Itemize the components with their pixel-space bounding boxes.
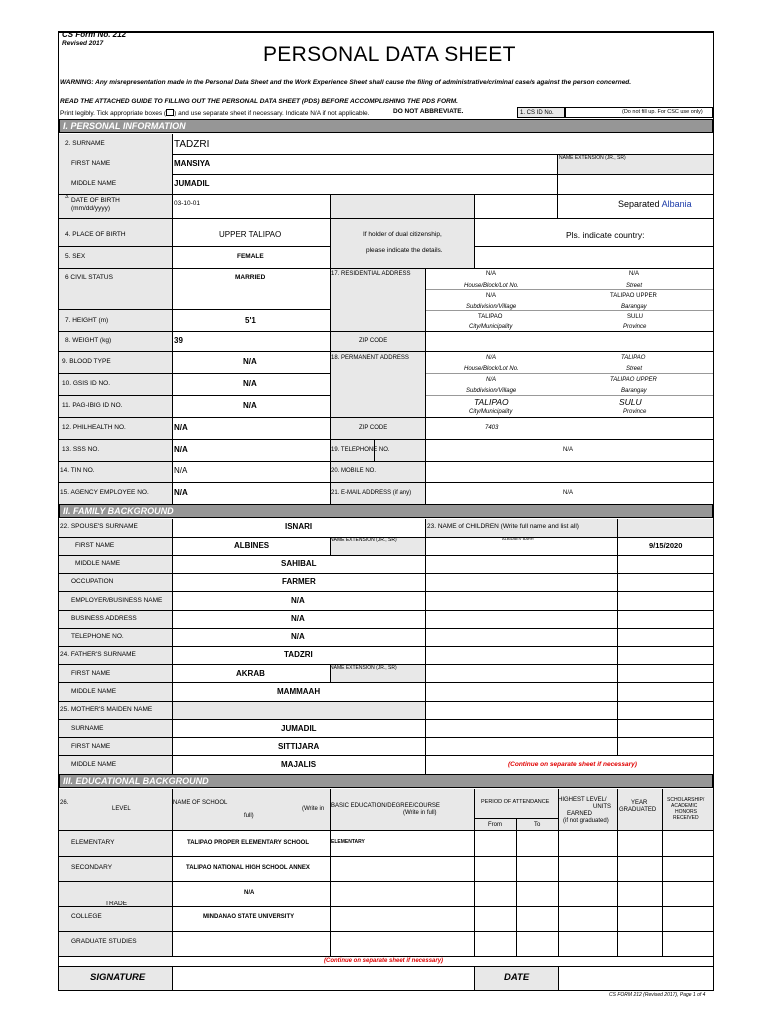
perm-barangay-caption: Barangay [621,388,647,394]
edu-level-trade: TRADE [105,901,128,905]
height-value[interactable]: 5'1 [245,316,256,325]
father-surname-label: 24. FATHER'S SURNAME [60,651,136,658]
highest-header-b: UNITS [593,804,611,810]
spouse-surname-label: 22. SPOUSE'S SURNAME [60,523,138,530]
first-name-label: FIRST NAME [71,160,111,167]
section-personal-bar: I. PERSONAL INFORMATION [59,119,713,133]
citizenship-gray-1 [330,194,474,218]
sex-label: 5. SEX [65,253,86,260]
surname-label: 2. SURNAME [65,140,105,147]
res-city-value[interactable]: TALIPAO [478,314,503,320]
spouse-middle-label: MIDDLE NAME [75,560,121,567]
edu-school-vocational[interactable]: N/A [244,890,255,896]
father-surname-value[interactable]: TADZRI [284,650,313,659]
res-province-caption: Province [623,324,647,330]
blood-type-value[interactable]: N/A [243,357,257,366]
father-ext-label: NAME EXTENSION (JR., SR) [330,665,397,671]
res-zip-label: ZIP CODE [359,338,388,344]
read-guide-text: READ THE ATTACHED GUIDE TO FILLING OUT THE PERSONAL DATA SHEET (PDS) BEFORE ACCOMPLISHING THE PDS FORM. [60,98,458,105]
pagibig-value[interactable]: N/A [243,401,257,410]
father-first-label: FIRST NAME [71,670,111,677]
business-address-value[interactable]: N/A [291,614,305,623]
tin-value[interactable]: N/A [174,466,188,475]
highest-header-a: HIGHEST LEVEL/ [558,797,607,803]
spouse-first-label: FIRST NAME [75,542,115,549]
child-dob-value[interactable]: 9/15/2020 [649,541,683,550]
father-first-value[interactable]: AKRAB [236,669,265,678]
mother-surname-value[interactable]: JUMADIL [281,724,317,733]
perm-barangay-value[interactable]: TALIPAO UPPER [610,377,657,383]
education-continue-note: (Continue on separate sheet if necessary) [324,958,444,964]
spouse-ext-label: NAME EXTENSION (JR., SR) [330,537,397,543]
perm-street-value[interactable]: TALIPAO [621,355,646,361]
permanent-label: 18. PERMANENT ADDRESS [331,355,409,361]
spouse-middle-value[interactable]: SAHIBAL [281,559,317,568]
dual-note-1: If holder of dual citizenship, [363,231,442,238]
agency-label: 15. AGENCY EMPLOYEE NO. [60,489,149,496]
occupation-value[interactable]: FARMER [282,577,316,586]
surname-value[interactable]: TADZRI [174,139,210,150]
education-number: 26. [60,800,69,806]
date-field[interactable] [559,967,713,990]
scholar-header-a: SCHOLARSHIP/ [667,797,705,803]
res-barangay-caption: Barangay [621,304,647,310]
weight-label: 8. WEIGHT (kg) [65,337,112,344]
from-header: From [488,822,502,828]
business-address-label: BUSINESS ADDRESS [71,615,137,622]
philhealth-label: 12. PHILHEALTH NO. [62,424,126,431]
page-footer-note: CS FORM 212 (Revised 2017), Page 1 of 4 [609,992,706,998]
child-name-cut: ALBIDBEV BARR [502,536,534,541]
edu-school-elementary[interactable]: TALIPAO PROPER ELEMENTARY SCHOOL [187,840,310,846]
philhealth-value[interactable]: N/A [174,423,188,432]
course-header-b: (Write in full) [403,810,437,816]
mother-middle-label: MIDDLE NAME [71,761,117,768]
perm-city-value[interactable]: TALIPAO [474,397,509,407]
pob-value[interactable]: UPPER TALIPAO [219,230,282,239]
scholar-header-b: ACADEMIC [671,803,698,809]
gsis-value[interactable]: N/A [243,379,257,388]
spouse-surname-value[interactable]: ISNARI [285,522,313,531]
residential-label: 17. RESIDENTIAL ADDRESS [331,271,411,277]
weight-value[interactable]: 39 [174,336,183,345]
indicate-country-label: Pls. indicate country: [566,230,645,240]
first-name-value[interactable]: MANSIYA [174,159,211,168]
school-header-c: full) [244,813,254,819]
level-header: LEVEL [112,806,131,812]
middle-name-value[interactable]: JUMADIL [174,179,210,188]
mother-surname-label: SURNAME [71,725,104,732]
father-middle-label: MIDDLE NAME [71,688,117,695]
agency-value[interactable]: N/A [174,488,188,497]
edu-level-secondary: SECONDARY [71,864,113,871]
course-header-a: BASIC EDUCATION/DEGREE/COURSE [331,803,440,809]
res-city-caption: City/Municipality [469,324,513,330]
form-number: CS Form No. 212 [62,30,127,39]
mother-maiden-row [172,701,425,719]
civil-status-label: 6 CIVIL STATUS [65,274,113,281]
perm-subdiv-value[interactable]: N/A [486,377,497,383]
perm-house-caption: House/Block/Lot No. [464,366,519,372]
edu-level-college: COLLEGE [71,913,102,920]
res-subdiv-caption: Subdivision/Village [466,304,517,310]
occupation-label: OCCUPATION [71,578,114,585]
pagibig-label: 11. PAG-IBIG ID NO. [62,402,123,409]
family-continue-note: (Continue on separate sheet if necessary) [508,761,637,768]
pob-label: 4. PLACE OF BIRTH [65,231,126,238]
year-header-a: YEAR [631,800,648,806]
edu-school-college[interactable]: MINDANAO STATE UNIVERSITY [203,914,295,920]
print-legibly-text: Print legibly. Tick appropriate boxes ( ) and use separate sheet if necessary. Indicate N/A if not applicable. [60,110,370,117]
edu-level-trade-clip [59,901,172,905]
dual-note-2: please indicate the details. [366,247,443,254]
mobile-label: 20. MOBILE NO. [331,468,377,474]
email-value[interactable]: N/A [563,490,574,496]
blood-type-label: 9. BLOOD TYPE [62,358,111,365]
dual-citizenship-gray [330,218,474,268]
sss-label: 13. SSS NO. [62,446,100,453]
telephone-label: 19. TELEPHONE NO. [331,447,390,453]
perm-zip-label: ZIP CODE [359,425,388,431]
res-house-caption: House/Block/Lot No. [464,283,519,289]
perm-zip-value[interactable]: 7403 [485,425,499,431]
res-subdiv-value[interactable]: N/A [486,293,497,299]
signature-field[interactable] [173,967,473,990]
gsis-label: 10. GSIS ID NO. [62,380,111,387]
dob-value[interactable]: 03-10-01 [174,200,201,207]
to-header: To [534,822,541,828]
email-label: 21. E-MAIL ADDRESS (if any) [331,490,412,496]
scholar-header-d: RECEIVED [673,815,699,821]
edu-course-elementary[interactable]: ELEMENTARY [331,839,365,845]
mother-first-label: FIRST NAME [71,743,111,750]
edu-level-graduate: GRADUATE STUDIES [71,938,137,945]
father-middle-value[interactable]: MAMMAAH [277,687,321,696]
dob-number: 3. [65,194,70,200]
cs-id-label: 1. CS ID No. [520,110,554,116]
res-barangay-value[interactable]: TALIPAO UPPER [610,293,657,299]
citizenship-value[interactable]: Separated Albania [618,199,692,209]
edu-school-secondary[interactable]: TALIPAO NATIONAL HIGH SCHOOL ANNEX [186,865,310,871]
res-street-value[interactable]: N/A [629,271,640,277]
year-header-b: GRADUATED [619,807,657,813]
perm-city-caption: City/Municipality [469,409,513,415]
tick-box [166,109,174,116]
dob-label: DATE OF BIRTH [71,197,120,204]
res-province-value[interactable]: SULU [627,314,644,320]
spouse-telephone-label: TELEPHONE NO. [71,633,124,640]
highest-header-d: (if not graduated) [563,818,609,824]
res-street-caption: Street [626,283,643,289]
name-ext-label: NAME EXTENSION (JR., SR) [559,155,626,161]
sss-value[interactable]: N/A [174,445,188,454]
date-label: DATE [504,972,530,983]
cs-id-note: (Do not fill up. For CSC use only) [622,109,703,115]
school-header-b: (Write in [302,806,325,812]
middle-name-label: MIDDLE NAME [71,180,117,187]
revised-label: Revised 2017 [62,40,104,47]
warning-text: WARNING: Any misrepresentation made in the Personal Data Sheet and the Work Experience Sheet shall cause the filing of administrative/criminal case/s against the person concerned. [60,79,632,86]
sex-value[interactable]: FEMALE [237,253,264,260]
page-title: PERSONAL DATA SHEET [263,43,516,66]
dob-format: (mm/dd/yyyy) [71,205,110,212]
period-header: PERIOD OF ATTENDANCE [481,799,550,805]
mother-first-value[interactable]: SITTIJARA [278,742,320,751]
edu-level-elementary: ELEMENTARY [71,839,115,846]
employer-value[interactable]: N/A [291,596,305,605]
perm-province-value[interactable]: SULU [619,397,642,407]
highest-header-c: EARNED [567,811,593,817]
res-house-value[interactable]: N/A [486,271,497,277]
section-family-bar: II. FAMILY BACKGROUND [59,504,713,518]
tin-label: 14. TIN NO. [60,467,95,474]
mother-maiden-label: 25. MOTHER'S MAIDEN NAME [60,706,153,713]
height-label: 7. HEIGHT (m) [65,317,109,324]
do-not-abbreviate: DO NOT ABBREVIATE. [393,108,464,115]
perm-province-caption: Province [623,409,647,415]
school-header-a: NAME OF SCHOOL [173,800,228,806]
mother-middle-value[interactable]: MAJALIS [281,760,317,769]
signature-label: SIGNATURE [90,972,146,983]
scholar-header-c: HONORS [675,809,697,815]
education-header-row [59,789,713,830]
children-label: 23. NAME of CHILDREN (Write full name and list all) [427,523,579,530]
section-education-bar: III. EDUCATIONAL BACKGROUND [59,774,713,788]
perm-street-caption: Street [626,366,643,372]
employer-label: EMPLOYER/BUSINESS NAME [71,597,163,604]
top-rule [58,31,714,33]
spouse-telephone-value[interactable]: N/A [291,632,305,641]
telephone-value[interactable]: N/A [563,447,574,453]
spouse-first-value[interactable]: ALBINES [234,541,270,550]
perm-house-value[interactable]: N/A [486,355,497,361]
civil-status-value[interactable]: MARRIED [235,274,266,281]
perm-subdiv-caption: Subdivision/Village [466,388,517,394]
